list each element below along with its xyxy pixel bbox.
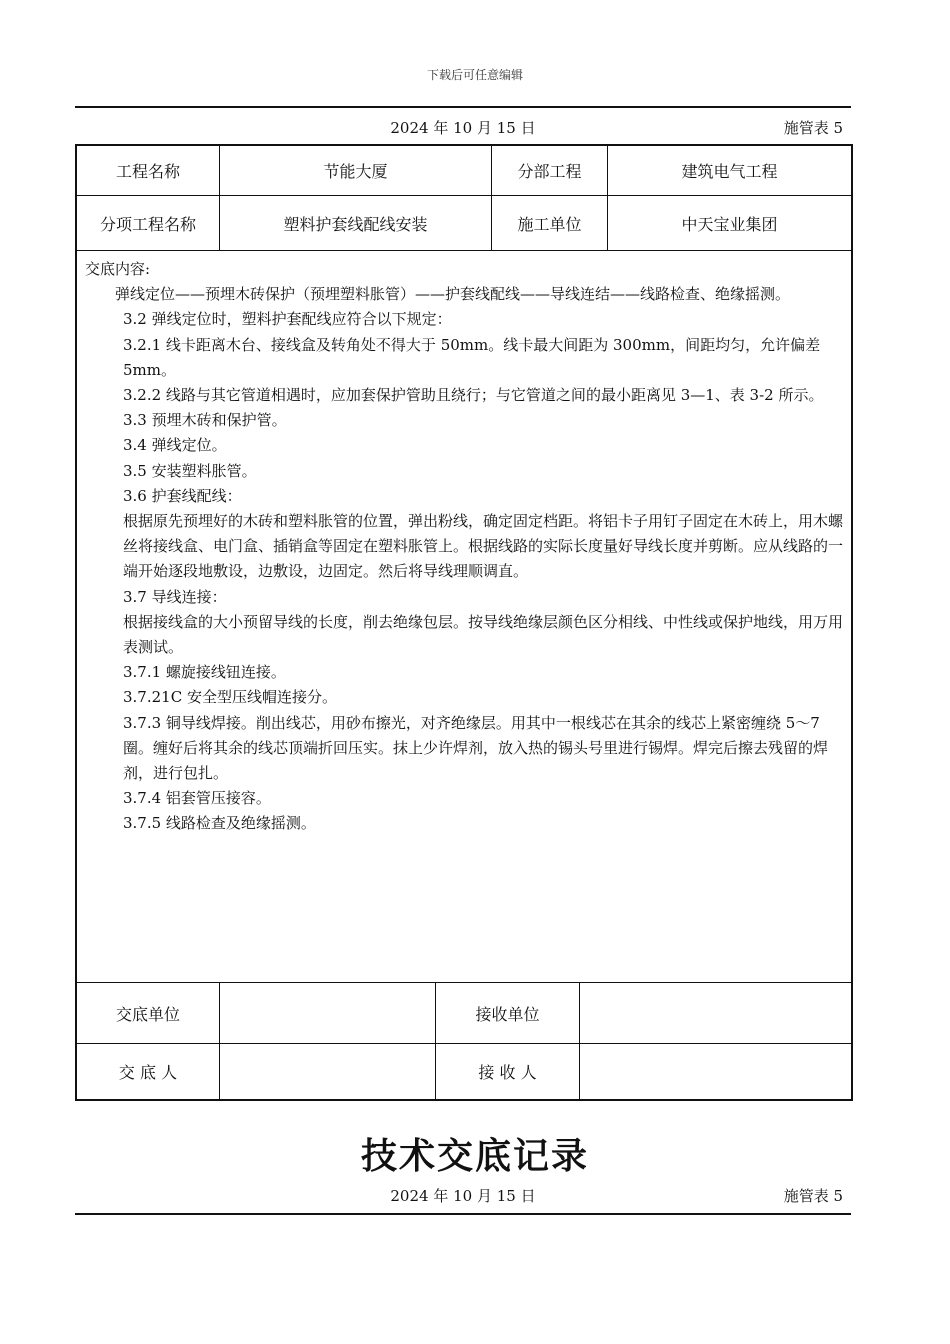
issuer-unit-field[interactable] <box>220 983 436 1044</box>
issuer-person-label: 交 底 人 <box>77 1044 220 1099</box>
subitem-value: 塑料护套线配线安装 <box>220 196 492 251</box>
content-paragraph: 弹线定位——预埋木砖保护（预埋塑料胀管）——护套线配线——导线连结——线路检查、绝缘摇测。 <box>115 285 791 304</box>
top-rule <box>75 106 851 108</box>
top-form-number: 施管表 5 <box>783 119 843 137</box>
header-note: 下载后可任意编辑 <box>426 68 523 82</box>
receiver-unit-field[interactable] <box>580 983 851 1044</box>
contractor-value: 中天宝业集团 <box>608 196 851 251</box>
division-label: 分部工程 <box>492 146 608 196</box>
content-paragraph: 3.7.1 螺旋接线钮连接。 <box>123 663 286 682</box>
content-paragraph: 3.2 弹线定位时，塑料护套配线应符合以下规定： <box>123 310 452 329</box>
bottom-rule <box>75 1213 851 1215</box>
receiver-person-field[interactable] <box>580 1044 851 1099</box>
content-paragraph: 3.7.5 线路检查及绝缘摇测。 <box>123 814 316 833</box>
page-title: 技术交底记录 <box>360 1136 589 1177</box>
disclosure-content <box>77 251 851 983</box>
receiver-unit-label: 接收单位 <box>436 983 580 1044</box>
division-value: 建筑电气工程 <box>608 146 851 196</box>
content-paragraph: 3.2.1 线卡距离木台、接线盒及转角处不得大于 50mm。线卡最大间距为 300mm，间距均匀，允许偏差 5mm。 <box>123 335 821 379</box>
content-paragraph: 3.7.4 铝套管压接容。 <box>123 789 271 808</box>
content-paragraph: 根据原先预埋好的木砖和塑料胀管的位置，弹出粉线，确定固定档距。将铝卡子用钉子固定在木砖上，用木螺丝将接线盒、电门盒、插销盒等固定在塑料胀管上。根据线路的实际长度量好导线长度并剪断。应从线路的一端开始逐段地敷设，边敷设，边固定。然后将导线理顺调直。 <box>123 512 844 581</box>
content-paragraph: 3.5 安装塑料胀管。 <box>123 461 257 480</box>
content-paragraph: 3.7.21C 安全型压线帽连接分。 <box>123 688 337 707</box>
bottom-dateline <box>75 1185 851 1205</box>
contractor-label: 施工单位 <box>492 196 608 251</box>
receiver-person-label: 接 收 人 <box>436 1044 580 1099</box>
content-paragraph: 根据接线盒的大小预留导线的长度，削去绝缘包层。按导线绝缘层颜色区分相线、中性线或保护地线，用万用表测试。 <box>123 612 844 657</box>
top-dateline <box>75 117 851 137</box>
content-paragraph: 3.2.2 线路与其它管道相遇时，应加套保护管助且绕行；与它管道之间的最小距离见 3—1、表 3-2 所示。 <box>123 386 824 405</box>
project-name-value: 节能大厦 <box>220 146 492 196</box>
content-paragraph: 3.4 弹线定位。 <box>123 436 227 455</box>
content-paragraph: 3.3 预埋木砖和保护管。 <box>123 411 287 430</box>
content-paragraph: 3.7.3 铜导线焊接。削出线芯，用砂布擦光，对齐绝缘层。用其中一根线芯在其余的线芯上紧密缠绕 5～7 圈。缠好后将其余的线芯顶端折回压实。抹上少许焊剂，放入热的锡头号里进行锡焊。焊完后擦去残留的焊剂，进行包扎。 <box>123 713 829 783</box>
content-paragraph: 3.6 护套线配线： <box>123 486 242 505</box>
content-heading: 交底内容: <box>85 260 151 278</box>
project-name-label: 工程名称 <box>77 146 220 196</box>
issuer-person-field[interactable] <box>220 1044 436 1099</box>
issuer-unit-label: 交底单位 <box>77 983 220 1044</box>
subitem-label: 分项工程名称 <box>77 196 220 251</box>
disclosure-table <box>75 144 853 1101</box>
bottom-date: 2024 年 10 月 15 日 <box>390 1187 536 1205</box>
top-date: 2024 年 10 月 15 日 <box>390 119 536 137</box>
bottom-form-number: 施管表 5 <box>783 1187 843 1205</box>
content-paragraph: 3.7 导线连接： <box>123 587 227 606</box>
